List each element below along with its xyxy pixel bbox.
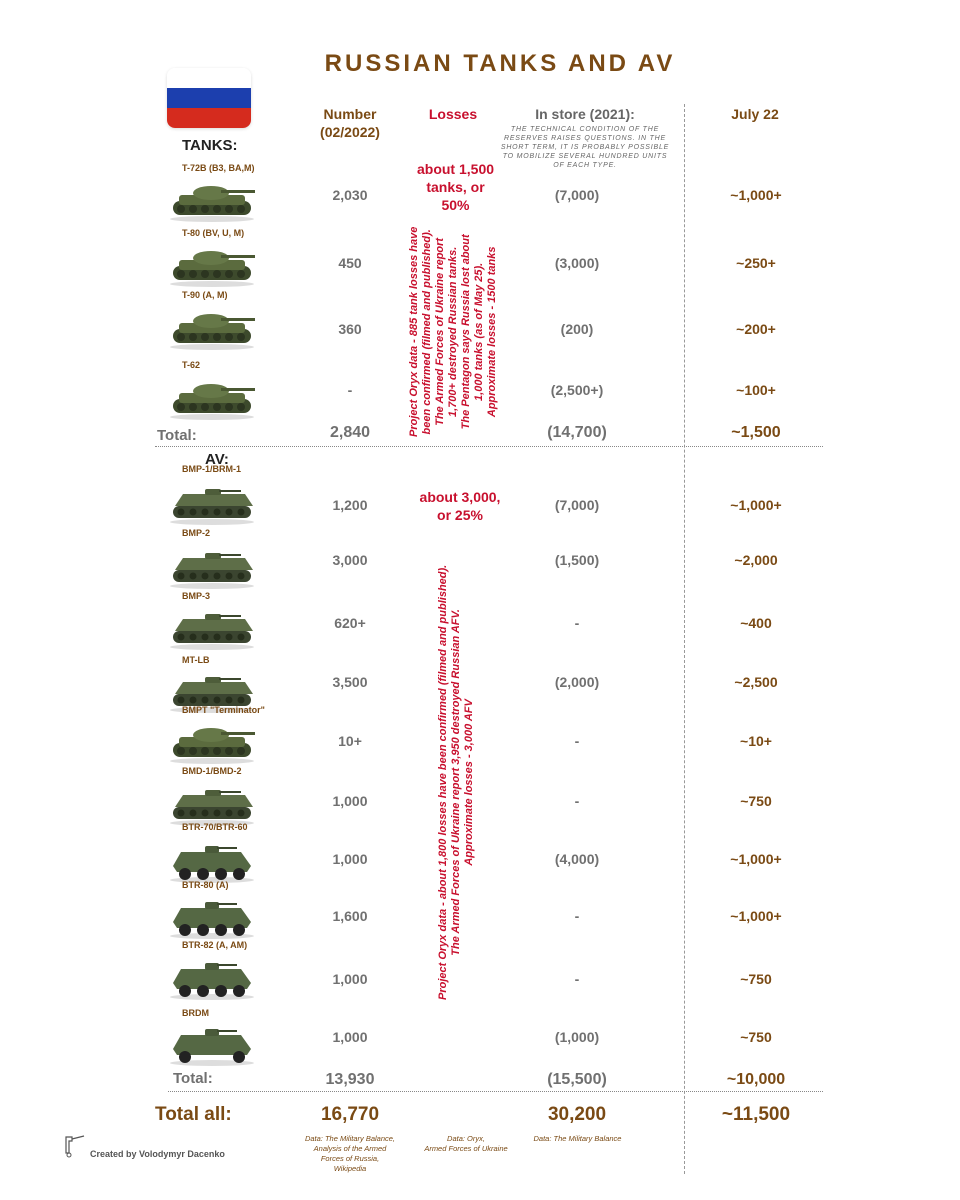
vehicle-store: -	[574, 971, 580, 987]
ifv-icon	[165, 603, 259, 656]
tank-losses-line: 50%	[441, 197, 470, 213]
vehicle-july: ~1,000+	[730, 908, 782, 924]
tank-icon	[165, 373, 259, 426]
column-separator	[684, 104, 685, 1174]
av-total-store: (15,500)	[547, 1071, 607, 1088]
tank-losses-headline	[408, 160, 503, 214]
vehicle-name: T-72B (B3, BA,M)	[182, 163, 255, 173]
tanks-total-label: Total:	[157, 427, 197, 444]
vehicle-name: MT-LB	[182, 655, 210, 665]
av-losses-note-line: Approximate losses - 3,000 AFV	[463, 699, 475, 866]
vehicle-number: 1,000	[332, 971, 368, 987]
av-total-july: ~10,000	[726, 1071, 786, 1088]
av-divider	[168, 1091, 823, 1092]
tank-losses-note-line: been confirmed (filmed and published).	[421, 229, 433, 435]
vehicle-store: (4,000)	[554, 851, 600, 867]
tank-losses-note-line: The Pentagon says Russia lost about	[460, 234, 472, 430]
vehicle-name: T-62	[182, 360, 201, 370]
page-title: RUSSIAN TANKS AND AV	[324, 50, 676, 77]
vehicle-july: ~1,000+	[730, 187, 782, 203]
source-line: Armed Forces of Ukraine	[424, 1144, 508, 1153]
tanks-divider	[155, 446, 823, 447]
vehicle-number: -	[347, 382, 353, 398]
store-source	[515, 1134, 640, 1144]
tank-losses-line: tanks, or	[426, 179, 485, 195]
vehicle-name: BMP-1/BRM-1	[182, 464, 242, 474]
grand-total-label: Total all:	[155, 1104, 232, 1125]
vehicle-number: 1,000	[332, 851, 368, 867]
vehicle-number: 360	[338, 321, 362, 337]
vehicle-number: 1,000	[332, 1029, 368, 1045]
vehicle-july: ~250+	[736, 255, 776, 271]
tank-losses-line: about 1,500	[416, 161, 495, 177]
tank-losses-note-line: 1,000 tanks (as of May 25).	[473, 262, 485, 401]
apc-wheeled-icon	[165, 892, 259, 945]
source-line: Analysis of the Armed	[313, 1144, 387, 1153]
vehicle-july: ~750	[740, 971, 772, 987]
vehicle-number: 10+	[338, 733, 362, 749]
vehicle-number: 2,030	[332, 187, 368, 203]
vehicle-store: (200)	[560, 321, 594, 337]
av-section-label: AV:	[205, 451, 229, 468]
tank-losses-note-line: Approximate losses - 1500 tanks	[486, 246, 498, 418]
av-losses-note-line: The Armed Forces of Ukraine report 3,950 destroyed Russian AFV.	[450, 609, 462, 956]
source-line: Data: The Military Balance	[533, 1134, 622, 1143]
source-line: Forces of Russia,	[320, 1154, 380, 1163]
vehicle-name: BMD-1/BMD-2	[182, 766, 242, 776]
vehicle-store: -	[574, 733, 580, 749]
tank-losses-note-line: Project Oryx data - 885 tank losses have	[408, 226, 420, 437]
vehicle-number: 1,000	[332, 793, 368, 809]
store-header: In store (2021):	[535, 106, 635, 122]
number-header-date: (02/2022)	[320, 124, 380, 140]
source-line: Data: The Military Balance,	[304, 1134, 396, 1143]
ifv-icon	[165, 478, 259, 531]
tank-losses-note-line: The Armed Forces of Ukraine report	[434, 237, 446, 426]
tanks-total-july: ~1,500	[731, 424, 781, 441]
vehicle-store: (2,000)	[554, 674, 600, 690]
av-total-number: 13,930	[325, 1071, 375, 1088]
author-credit: Created by Volodymyr Dacenko	[90, 1149, 225, 1159]
tanks-total-store: (14,700)	[547, 424, 607, 441]
tank-icon	[165, 240, 259, 293]
author-logo-icon	[62, 1133, 88, 1164]
grand-total-store: 30,200	[547, 1104, 607, 1125]
vehicle-july: ~400	[740, 615, 772, 631]
tank-icon	[165, 175, 259, 228]
number-source	[290, 1134, 410, 1174]
ifv-icon	[165, 542, 259, 595]
vehicle-name: BRDM	[182, 1008, 209, 1018]
tank-losses-note-line: 1,700+ destroyed Russian tanks.	[447, 246, 459, 417]
av-losses-headline	[405, 488, 515, 524]
july-header: July 22	[731, 106, 779, 122]
losses-source	[408, 1134, 524, 1154]
source-line: Wikipedia	[333, 1164, 367, 1173]
vehicle-july: ~100+	[736, 382, 776, 398]
store-note: THE TECHNICAL CONDITION OF THE RESERVES RAISES QUESTIONS. IN THE SHORT TERM, IT IS PROBABLY POSSIBLE TO MOBILIZE SEVERAL HUNDRED UNITS OF EACH TYPE.	[500, 126, 670, 169]
av-losses-line: or 25%	[437, 507, 483, 523]
vehicle-july: ~1,000+	[730, 851, 782, 867]
vehicle-store: (2,500+)	[550, 382, 604, 398]
vehicle-store: (7,000)	[554, 187, 600, 203]
number-header-label: Number	[323, 106, 377, 122]
vehicle-store: -	[574, 908, 580, 924]
vehicle-store: (1,000)	[554, 1029, 600, 1045]
apc-wheeled-icon	[165, 953, 259, 1006]
tank-losses-note	[408, 227, 499, 437]
vehicle-name: BTR-82 (A, AM)	[182, 940, 248, 950]
grand-total-july: ~11,500	[721, 1104, 791, 1125]
vehicle-number: 620+	[334, 615, 366, 631]
vehicle-number: 450	[338, 255, 362, 271]
vehicle-store: -	[574, 615, 580, 631]
vehicle-number: 3,000	[332, 552, 368, 568]
vehicle-name: T-90 (A, M)	[182, 290, 228, 300]
vehicle-july: ~750	[740, 1029, 772, 1045]
vehicle-name: T-80 (BV, U, M)	[182, 228, 245, 238]
vehicle-july: ~2,000	[734, 552, 778, 568]
russian-flag-icon	[167, 68, 251, 128]
vehicle-july: ~10+	[740, 733, 772, 749]
vehicle-name: BTR-70/BTR-60	[182, 822, 248, 832]
av-losses-note-line: Project Oryx data - about 1,800 losses have been confirmed (filmed and published).	[437, 564, 449, 1000]
vehicle-number: 1,600	[332, 908, 368, 924]
vehicle-name: BMP-3	[182, 591, 211, 601]
grand-total-number: 16,770	[320, 1104, 380, 1125]
vehicle-july: ~200+	[736, 321, 776, 337]
number-header	[300, 106, 400, 140]
vehicle-july: ~2,500	[734, 674, 778, 690]
scout-car-icon	[165, 1019, 259, 1072]
vehicle-name: BTR-80 (A)	[182, 880, 229, 890]
vehicle-store: -	[574, 793, 580, 809]
tank-icon	[165, 717, 259, 770]
vehicle-number: 1,200	[332, 497, 368, 513]
source-line: Data: Oryx,	[447, 1134, 485, 1143]
vehicle-july: ~1,000+	[730, 497, 782, 513]
losses-header: Losses	[428, 106, 478, 122]
vehicle-july: ~750	[740, 793, 772, 809]
tank-icon	[165, 303, 259, 356]
av-losses-note	[437, 565, 476, 1000]
vehicle-name: BMP-2	[182, 528, 211, 538]
tanks-total-number: 2,840	[329, 424, 371, 441]
av-total-label: Total:	[173, 1070, 213, 1087]
av-losses-line: about 3,000,	[419, 489, 501, 505]
vehicle-store: (1,500)	[554, 552, 600, 568]
vehicle-store: (3,000)	[554, 255, 600, 271]
vehicle-name: BMPT "Terminator"	[182, 705, 265, 715]
tanks-section-label: TANKS:	[182, 137, 238, 154]
vehicle-store: (7,000)	[554, 497, 600, 513]
vehicle-number: 3,500	[332, 674, 368, 690]
